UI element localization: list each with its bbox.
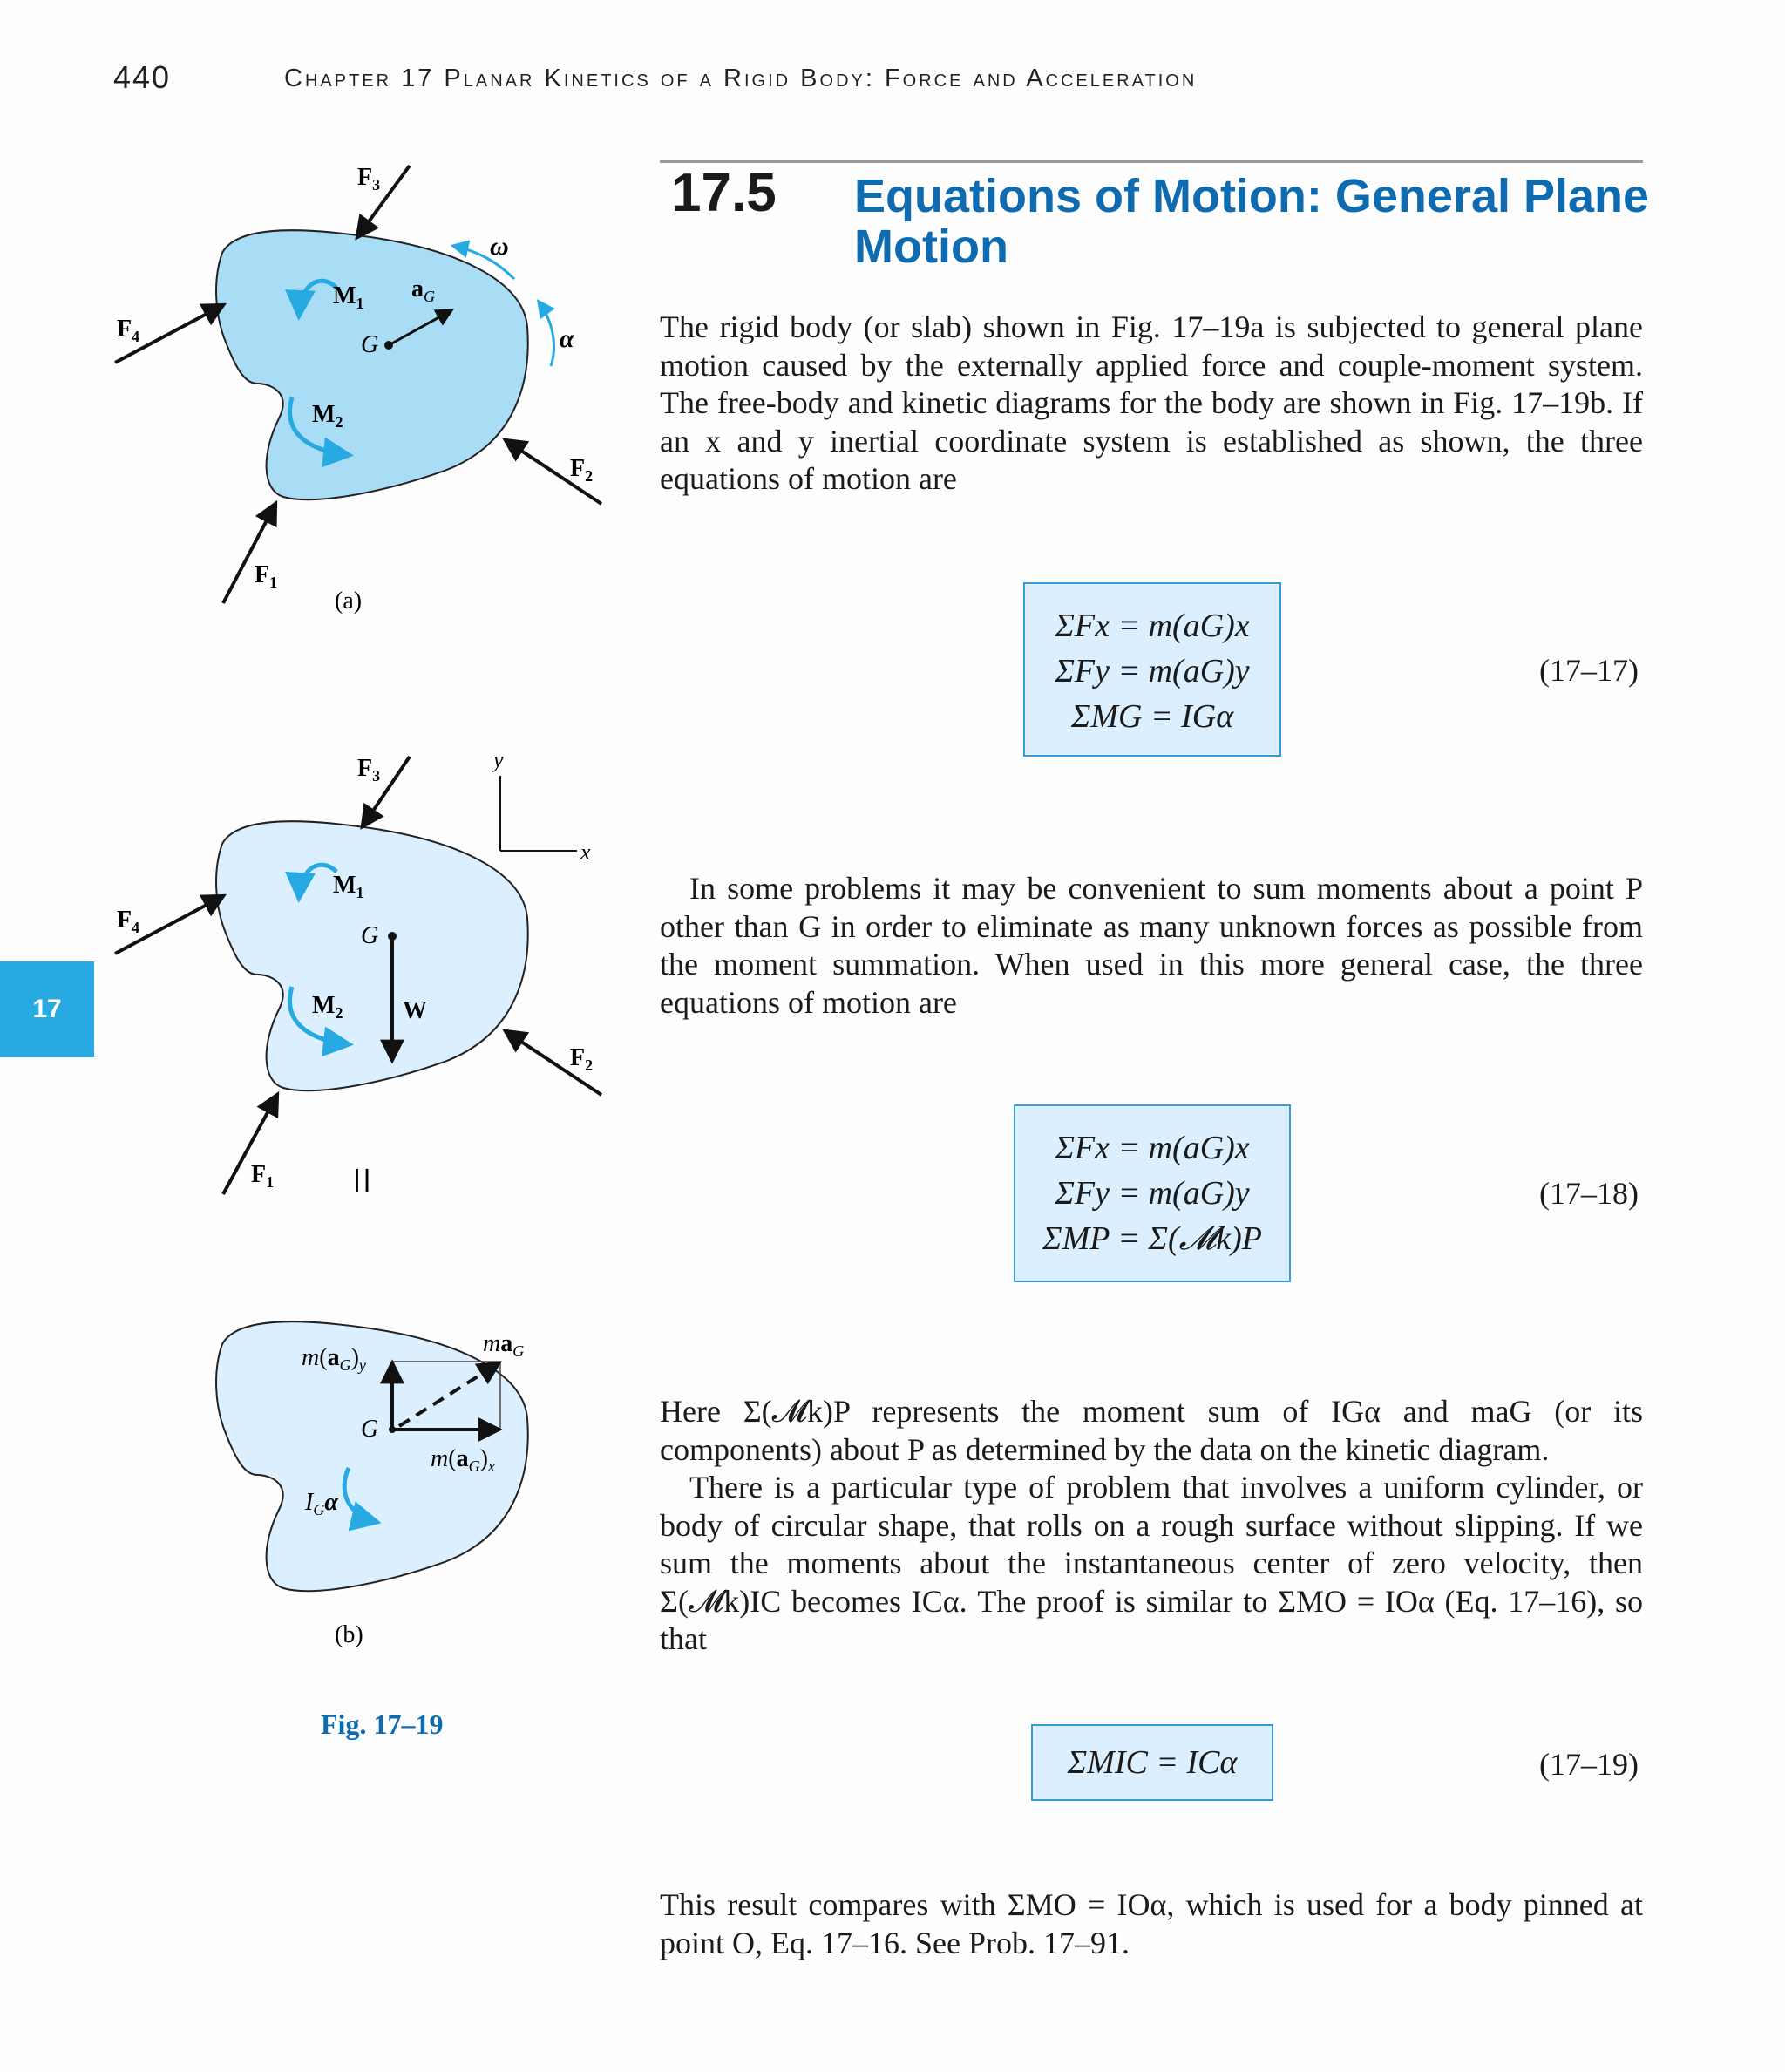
equation-line: ΣFy = m(aG)y: [1055, 653, 1250, 690]
label-omega: ω: [490, 232, 509, 261]
paragraph-intro: The rigid body (or slab) shown in Fig. 17–19a is subjected to general plane motion caused by the externally applied force and couple-moment system. The free-body and kinetic diagrams for the body are shown in Fig. 17–19b. If an x and y inertial coordinate system is established as shown, the three equations of motion are: [660, 309, 1643, 496]
equation-number: (17–17): [1539, 653, 1639, 688]
equation-box-17-18: [1014, 1104, 1291, 1282]
rigid-body-a: [216, 230, 528, 499]
figure-caption: Fig. 17–19: [321, 1709, 444, 1740]
label-f1: $F_1$: [255, 561, 278, 591]
paragraph-rolling-cylinder: There is a particular type of problem that involves a uniform cylinder, or body of circular shape, that rolls on a rough surface without slipping. If we sum the moments about the instantaneous center of zero velocity, then Σ(𝓜k)IC becomes ICα. The proof is similar to ΣMO = IOα (Eq. 17–16), so that: [660, 1470, 1643, 1656]
label-w: W: [403, 997, 427, 1024]
label-f4: $F_4$: [117, 316, 140, 345]
label-f4: $F_4$: [117, 907, 140, 936]
label-m1: $M_1$: [333, 872, 364, 901]
equation-box-17-17: [1023, 582, 1281, 757]
equation-line: ΣMIC = ICα: [1067, 1744, 1238, 1781]
label-m-ag-x: $m(a_G)_x$: [431, 1445, 495, 1475]
equation-line: ΣFx = m(aG)x: [1055, 608, 1250, 644]
section-number: 17.5: [671, 163, 777, 223]
label-g: G: [361, 922, 379, 949]
subfigure-label-b: (b): [335, 1621, 363, 1648]
equation-number: (17–18): [1539, 1176, 1639, 1211]
equation-line: ΣMP = Σ(𝓜k)P: [1042, 1220, 1262, 1257]
label-m2: $M_2$: [312, 401, 343, 431]
section-title: Equations of Motion: General Plane Motion: [854, 170, 1650, 273]
label-ig-alpha: $I_G\alpha$: [305, 1489, 338, 1518]
diagram-b-kinetic: [216, 1321, 528, 1648]
chapter-tab: 17: [0, 961, 94, 1057]
equation-line: ΣMG = IGα: [1070, 698, 1234, 735]
center-of-mass-kinetic: [389, 1426, 396, 1433]
label-f3: $F_3$: [357, 164, 381, 194]
label-x: x: [580, 839, 591, 865]
label-g: G: [361, 1416, 379, 1443]
diagram-a: [115, 164, 601, 615]
label-f3: $F_3$: [357, 755, 381, 785]
equals-sign: =: [334, 1166, 390, 1195]
angular-acceleration-arrow: [539, 302, 554, 366]
equation-line: ΣFy = m(aG)y: [1055, 1175, 1250, 1212]
paragraph-moment-sum: Here Σ(𝓜k)P represents the moment sum of IGα and maG (or its components) about P as determined by the data on the kinetic diagram.: [660, 1394, 1643, 1467]
label-f1: $F_1$: [251, 1161, 275, 1191]
label-f2: $F_2$: [570, 1044, 594, 1074]
paragraph-comparison: This result compares with ΣMO = IOα, which is used for a body pinned at point O, Eq. 17–16. See Prob. 17–91.: [660, 1887, 1643, 1960]
label-g: G: [361, 331, 379, 358]
label-maG: $ma_G$: [483, 1330, 525, 1360]
paragraph-general-case: In some problems it may be convenient to sum moments about a point P other than G in order to eliminate as many unknown forces as possible from the moment summation. When used in this more general case, the three equations of motion are: [660, 871, 1643, 1020]
label-y: y: [493, 747, 504, 772]
equation-number: (17–19): [1539, 1747, 1639, 1782]
equation-line: ΣFx = m(aG)x: [1055, 1130, 1250, 1166]
label-ag: $a_G$: [411, 275, 435, 305]
subfigure-label-a: (a): [335, 588, 363, 615]
label-alpha: α: [560, 324, 574, 353]
figure-17-19: [87, 148, 628, 1665]
rigid-body-b1: [216, 821, 528, 1090]
label-m1: $M_1$: [333, 282, 364, 312]
label-f2: $F_2$: [570, 455, 594, 485]
label-m2: $M_2$: [312, 992, 343, 1022]
label-m-ag-y: $m(a_G)_y$: [302, 1344, 366, 1374]
page-number: 440: [113, 59, 172, 95]
chapter-running-head: Chapter 17 Planar Kinetics of a Rigid Body: Force and Acceleration: [284, 65, 1198, 92]
diagram-b-free-body: [115, 747, 601, 1195]
section-rule: [660, 160, 1643, 163]
equation-box-17-19: [1031, 1724, 1273, 1801]
